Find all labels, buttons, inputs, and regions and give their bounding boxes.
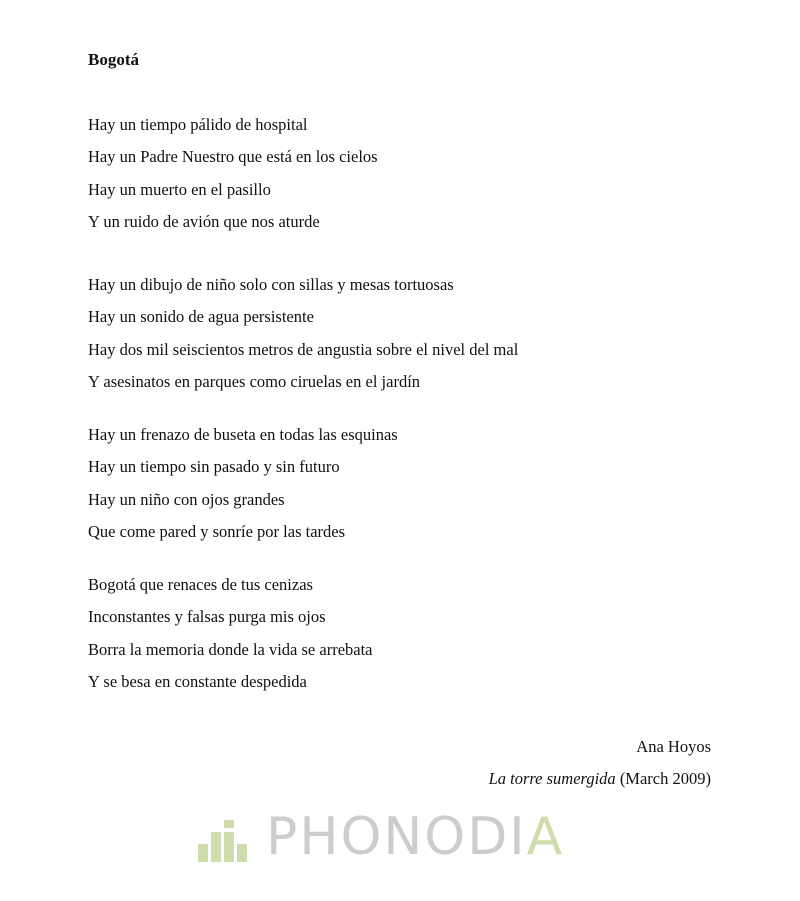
phonodia-logo-bars-icon: [198, 814, 250, 862]
stanza: [88, 109, 378, 238]
poem-line: Hay un muerto en el pasillo: [88, 179, 271, 199]
poem-line: Hay un dibujo de niño solo con sillas y mesas tortuosas: [88, 275, 454, 294]
poem-line: Borra la memoria donde la vida se arrebata: [88, 639, 373, 659]
poem-line: Hay dos mil seiscientos metros de angustia sobre el nivel del mal: [88, 339, 519, 359]
poem-line: Inconstantes y falsas purga mis ojos: [88, 607, 326, 627]
phonodia-watermark: [198, 807, 565, 867]
stanza: [88, 269, 518, 398]
poem-line: Hay un tiempo pálido de hospital: [88, 115, 308, 134]
poem-line: Y asesinatos en parques como ciruelas en el jardín: [88, 371, 421, 391]
poem-title: Bogotá: [88, 50, 139, 69]
poem-line: Hay un frenazo de buseta en todas las esquinas: [88, 425, 398, 444]
source-book-title: La torre sumergida: [488, 769, 616, 788]
poem-line: Que come pared y sonríe por las tardes: [88, 521, 346, 541]
phonodia-wordmark: [266, 807, 565, 867]
wordmark-accent: A: [526, 807, 565, 867]
stanza: [88, 419, 398, 548]
poem-line: Y se besa en constante despedida: [88, 671, 307, 691]
stanza: [88, 569, 373, 698]
poem-source: [489, 769, 711, 789]
wordmark-main: PHONODI: [266, 807, 527, 867]
poem-line: Hay un niño con ojos grandes: [88, 489, 285, 509]
poem-author: Ana Hoyos: [636, 737, 711, 756]
poem-line: Hay un tiempo sin pasado y sin futuro: [88, 457, 340, 477]
poem-line: Bogotá que renaces de tus cenizas: [88, 575, 313, 594]
poem-line: Y un ruido de avión que nos aturde: [88, 211, 320, 231]
poem-line: Hay un sonido de agua persistente: [88, 307, 314, 327]
poem-line: Hay un Padre Nuestro que está en los cielos: [88, 147, 378, 167]
source-date: (March 2009): [619, 769, 711, 788]
